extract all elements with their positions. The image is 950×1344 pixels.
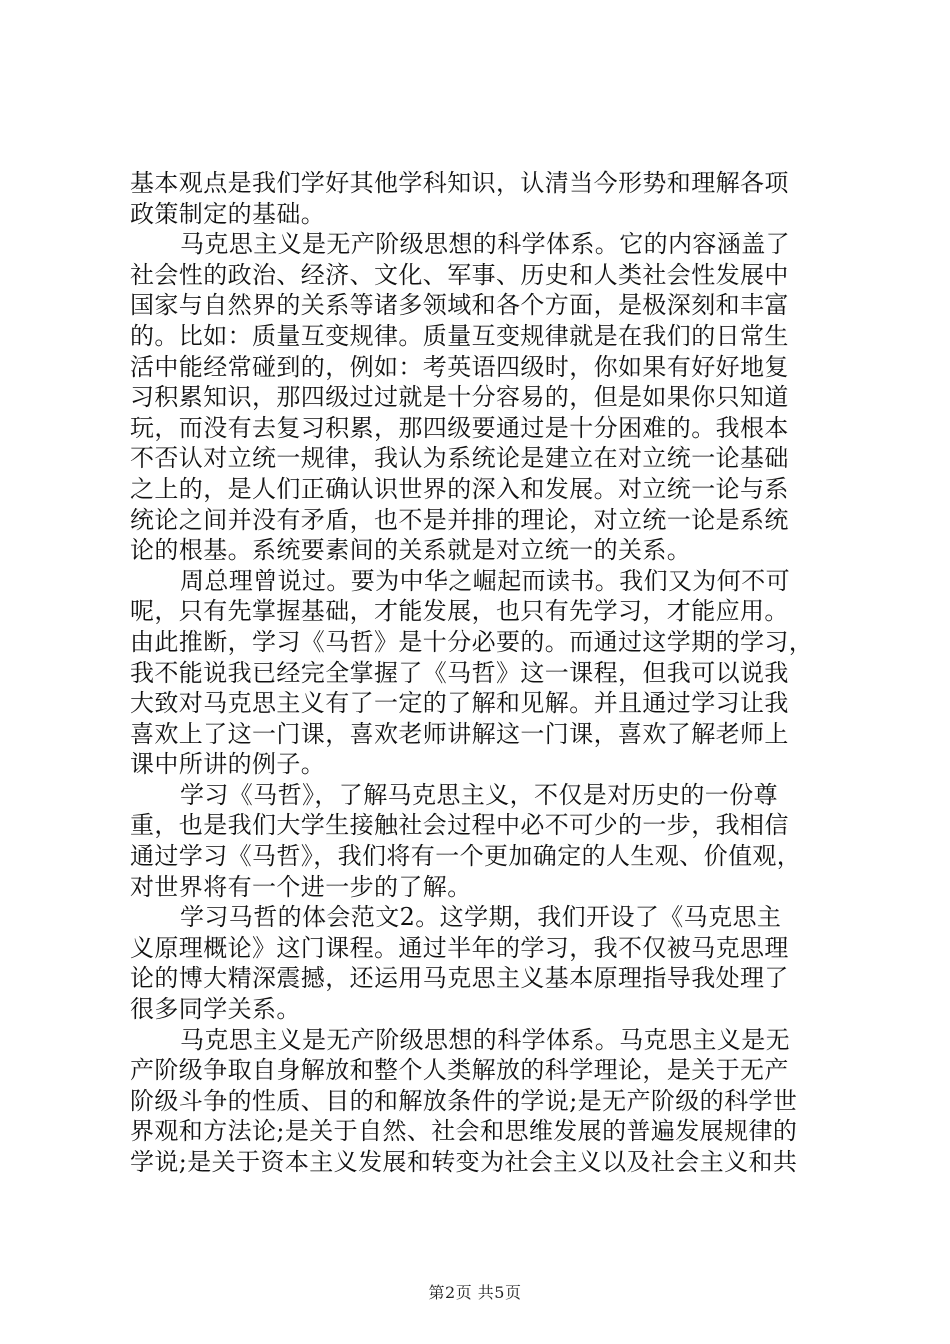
text-line: 周总理曾说过。要为中华之崛起而读书。我们又为何不可 — [180, 566, 790, 595]
text-line: 马克思主义是无产阶级思想的科学体系。马克思主义是无 — [180, 1025, 790, 1054]
paragraph — [130, 566, 830, 780]
text-line: 大致对马克思主义有了一定的了解和见解。并且通过学习让我 — [130, 689, 789, 718]
text-line: 社会性的政治、经济、文化、军事、历史和人类社会性发展中 — [130, 260, 789, 289]
text-line: 产阶级争取自身解放和整个人类解放的科学理论，是关于无产 — [130, 1056, 789, 1085]
text-line: 课中所讲的例子。 — [130, 750, 326, 779]
text-line: 的。比如：质量互变规律。质量互变规律就是在我们的日常生 — [130, 321, 789, 350]
text-line: 之上的，是人们正确认识世界的深入和发展。对立统一论与系 — [130, 474, 789, 503]
text-line: 我不能说我已经完全掌握了《马哲》这一课程，但我可以说我 — [130, 658, 789, 687]
paragraph — [130, 902, 830, 1024]
text-line: 通过学习《马哲》，我们将有一个更加确定的人生观、价值观， — [130, 842, 802, 871]
text-line: 基本观点是我们学好其他学科知识，认清当今形势和理解各项 — [130, 169, 789, 197]
text-line: 论的博大精深震撼，还运用马克思主义基本原理指导我处理了 — [130, 964, 789, 993]
text-line: 国家与自然界的关系等诸多领域和各个方面，是极深刻和丰富 — [130, 291, 789, 320]
text-line: 政策制定的基础。 — [130, 199, 326, 228]
paragraph — [130, 780, 830, 902]
text-line: 界观和方法论;是关于自然、社会和思维发展的普遍发展规律的 — [130, 1117, 798, 1146]
text-line: 学习马哲的体会范文2。这学期，我们开设了《马克思主 — [180, 903, 782, 932]
text-line: 喜欢上了这一门课，喜欢老师讲解这一门课，喜欢了解老师上 — [130, 719, 789, 748]
text-line: 由此推断，学习《马哲》是十分必要的。而通过这学期的学习， — [130, 627, 814, 656]
text-line: 很多同学关系。 — [130, 995, 301, 1024]
text-line: 重，也是我们大学生接触社会过程中必不可少的一步，我相信 — [130, 811, 789, 840]
text-line: 义原理概论》这门课程。通过半年的学习，我不仅被马克思理 — [130, 933, 789, 962]
document-body — [130, 168, 830, 1178]
text-line: 阶级斗争的性质、目的和解放条件的学说;是无产阶级的科学世 — [130, 1086, 798, 1115]
text-line: 论的根基。系统要素间的关系就是对立统一的关系。 — [130, 536, 692, 565]
paragraph — [130, 168, 830, 229]
text-line: 呢，只有先掌握基础，才能发展，也只有先学习，才能应用。 — [130, 597, 789, 626]
page-footer: 第2页 共5页 — [428, 1283, 522, 1302]
text-line: 不否认对立统一规律，我认为系统论是建立在对立统一论基础 — [130, 444, 789, 473]
text-line: 玩，而没有去复习积累，那四级要通过是十分困难的。我根本 — [130, 413, 789, 442]
text-line: 学说;是关于资本主义发展和转变为社会主义以及社会主义和共 — [130, 1148, 798, 1176]
paragraph — [130, 1025, 830, 1178]
text-line: 活中能经常碰到的，例如：考英语四级时，你如果有好好地复 — [130, 352, 789, 381]
text-line: 马克思主义是无产阶级思想的科学体系。它的内容涵盖了 — [180, 230, 790, 259]
text-line: 学习《马哲》，了解马克思主义，不仅是对历史的一份尊 — [180, 780, 778, 809]
text-line: 统论之间并没有矛盾，也不是并排的理论，对立统一论是系统 — [130, 505, 789, 534]
paragraph — [130, 229, 830, 566]
text-line: 习积累知识，那四级过过就是十分容易的，但是如果你只知道 — [130, 383, 789, 412]
text-line: 对世界将有一个进一步的了解。 — [130, 872, 472, 901]
